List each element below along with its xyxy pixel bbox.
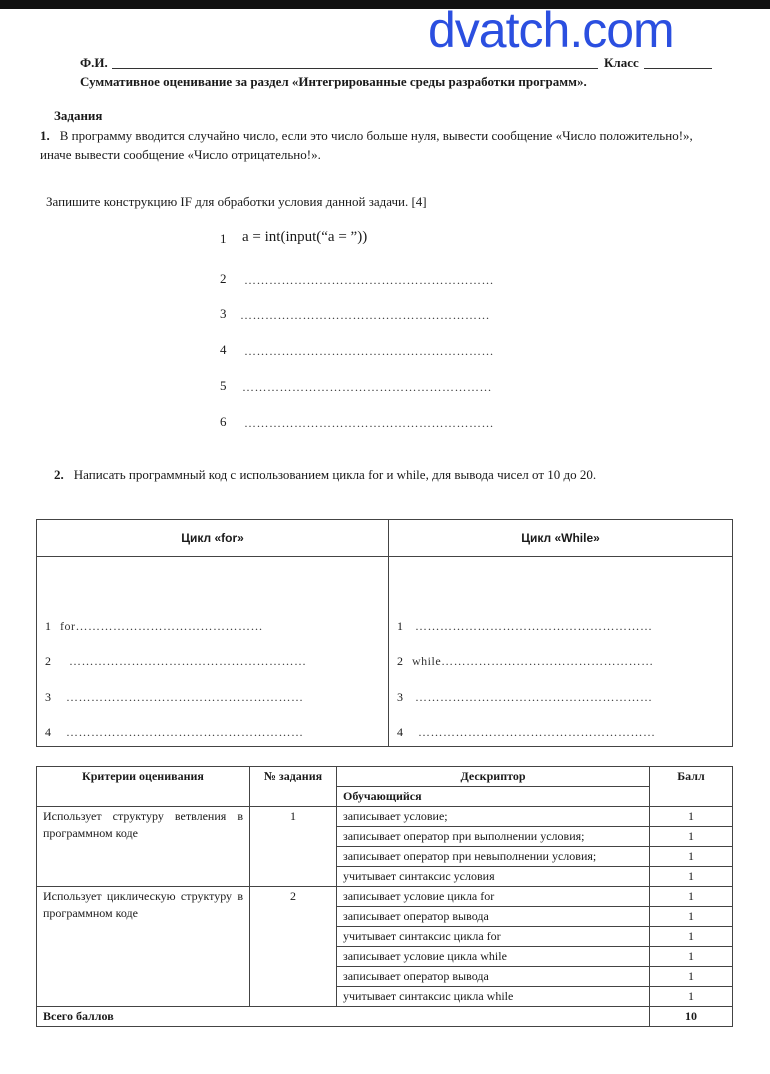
total-label: Всего баллов (37, 1007, 650, 1027)
score-cell: 1 (650, 907, 733, 927)
while-line: 1 ………………………………………………… (397, 619, 653, 633)
for-cell (37, 557, 389, 747)
learner-subheader: Обучающийся (337, 787, 650, 807)
code-line-blank: …………………………………………………… (242, 380, 492, 394)
code-line-first: a = int(input(“a = ”)) (242, 229, 368, 245)
while-line: 2 while…………………………………………… (397, 654, 654, 668)
task2-body: Написать программный код с использованием цикла for и while, для вывода чисел от 10 до 20. (73, 467, 597, 482)
task1-instruction: Запишите конструкцию IF для обработки условия данной задачи. [4] (46, 194, 427, 209)
task-no-cell: 1 (250, 807, 337, 887)
score-header: Балл (650, 767, 733, 807)
criteria-header: Критерии оценивания (37, 767, 250, 807)
descriptor-cell: учитывает синтаксис цикла while (337, 987, 650, 1007)
for-line: 3 ………………………………………………… (45, 690, 304, 704)
for-line: 2 ………………………………………………… (45, 654, 307, 668)
score-cell: 1 (650, 987, 733, 1007)
descriptor-cell: учитывает синтаксис условия (337, 867, 650, 887)
for-line: 4 ………………………………………………… (45, 725, 304, 739)
fio-label: Ф.И. (80, 55, 108, 70)
while-line: 4 ………………………………………………… (397, 725, 656, 739)
score-cell: 1 (650, 967, 733, 987)
code-line-number: 3 (220, 306, 227, 321)
fio-underline (112, 68, 598, 69)
code-line-number: 5 (220, 378, 227, 393)
watermark-text: dvatch.com (428, 2, 674, 58)
while-line: 3 ………………………………………………… (397, 690, 653, 704)
score-cell: 1 (650, 887, 733, 907)
task1-number: 1. (40, 128, 50, 143)
total-score: 10 (650, 1007, 733, 1027)
score-cell: 1 (650, 927, 733, 947)
task2-number: 2. (54, 467, 64, 482)
for-header: Цикл «for» (37, 520, 389, 557)
descriptor-cell: записывает условие цикла while (337, 947, 650, 967)
code-line-blank: …………………………………………………… (244, 344, 494, 358)
score-cell: 1 (650, 867, 733, 887)
descriptor-header: Дескриптор (337, 767, 650, 787)
for-line: 1 for……………………………………… (45, 619, 263, 633)
code-line-number: 1 (220, 231, 227, 246)
while-header: Цикл «While» (389, 520, 733, 557)
score-cell: 1 (650, 847, 733, 867)
descriptor-cell: записывает оператор вывода (337, 967, 650, 987)
descriptor-cell: записывает оператор вывода (337, 907, 650, 927)
descriptor-cell: записывает оператор при невыполнении условия; (337, 847, 650, 867)
descriptor-cell: записывает условие; (337, 807, 650, 827)
descriptor-cell: записывает оператор при выполнении условия; (337, 827, 650, 847)
while-cell (389, 557, 733, 747)
page-title: Суммативное оценивание за раздел «Интегрированные среды разработки программ». (80, 74, 587, 89)
class-underline (644, 68, 712, 69)
score-cell: 1 (650, 827, 733, 847)
code-line-number: 4 (220, 342, 227, 357)
criterion-cell: Использует циклическую структуру в программном коде (37, 887, 250, 1007)
descriptor-cell: учитывает синтаксис цикла for (337, 927, 650, 947)
code-line-number: 2 (220, 271, 227, 286)
code-line-blank: …………………………………………………… (240, 308, 490, 322)
class-label: Класс (604, 55, 639, 70)
criteria-table (36, 766, 733, 1027)
code-line-blank: …………………………………………………… (244, 273, 494, 287)
code-line-number: 6 (220, 414, 227, 429)
task-no-cell: 2 (250, 887, 337, 1007)
tasks-heading: Задания (54, 108, 103, 123)
code-line-blank: …………………………………………………… (244, 416, 494, 430)
task-no-header: № задания (250, 767, 337, 807)
loops-table (36, 519, 733, 747)
task1-body: В программу вводится случайно число, если это число больше нуля, вывести сообщение «Число положительно!», иначе вывести сообщение «Число отрицательно!». (40, 128, 693, 162)
task1-text (40, 126, 720, 164)
task2-text (54, 467, 596, 483)
criterion-cell: Использует структуру ветвления в программном коде (37, 807, 250, 887)
descriptor-cell: записывает условие цикла for (337, 887, 650, 907)
score-cell: 1 (650, 947, 733, 967)
score-cell: 1 (650, 807, 733, 827)
